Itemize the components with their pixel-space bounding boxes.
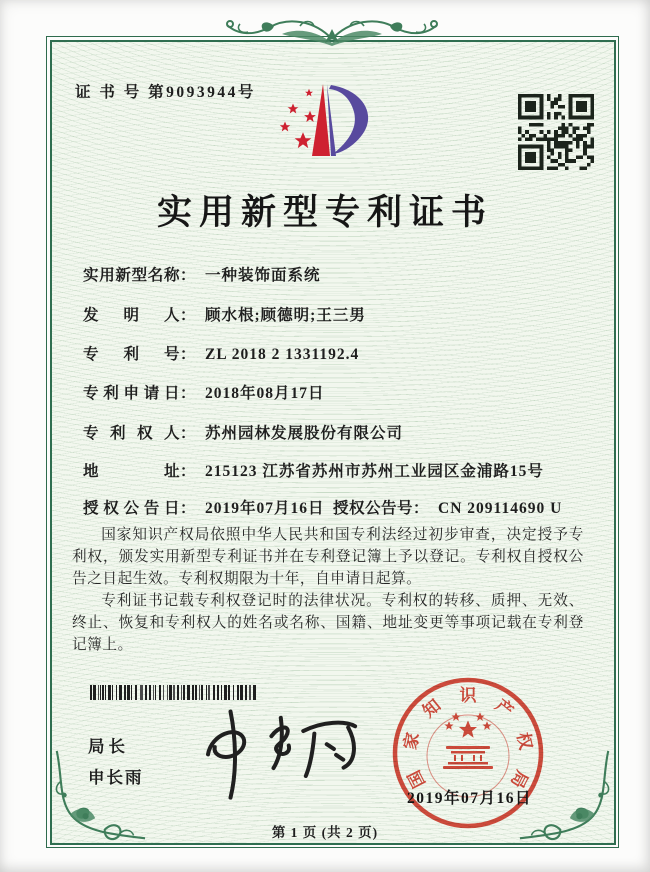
field-row-invention-name: 实用新型名称： 一种装饰面系统 bbox=[83, 263, 321, 285]
legal-text bbox=[72, 524, 584, 656]
grant-date: 授权公告日： 2019年07月16日 bbox=[83, 500, 325, 517]
svg-text:产: 产 bbox=[491, 695, 517, 722]
signature-icon bbox=[190, 701, 361, 805]
official-seal-icon bbox=[388, 673, 548, 833]
grant-number: 授权公告号： CN 209114690 U bbox=[333, 500, 563, 517]
field-label: 发明人 bbox=[83, 307, 180, 324]
barcode-icon bbox=[90, 685, 258, 700]
field-label: 专利权人 bbox=[83, 425, 180, 442]
svg-text:局: 局 bbox=[506, 767, 532, 791]
certificate-number: 证 书 号 第9093944号 bbox=[75, 84, 256, 101]
field-label: 地址 bbox=[83, 463, 180, 480]
legal-paragraph-2: 专利证书记载专利权登记时的法律状况。专利权的转移、质押、无效、终止、恢复和专利权人的姓名或名称、国籍、地址变更等事项记载在专利登记簿上。 bbox=[72, 593, 584, 653]
director-name: 申长雨 bbox=[88, 768, 144, 787]
field-value: ZL 2018 2 1331192.4 bbox=[205, 346, 360, 363]
certificate-title: 实用新型专利证书 bbox=[156, 193, 493, 232]
field-row-patentee: 专利权人： 苏州园林发展股份有限公司 bbox=[83, 421, 403, 443]
page-number: 第 1 页 (共 2 页) bbox=[271, 825, 379, 840]
director-title: 局长 bbox=[88, 737, 129, 756]
field-row-grant bbox=[83, 496, 563, 518]
top-border-ornament-icon bbox=[222, 12, 442, 60]
svg-text:权: 权 bbox=[513, 730, 536, 752]
seal-date: 2019年07月16日 bbox=[407, 790, 533, 807]
field-value: 215123 江苏省苏州市苏州工业园区金浦路15号 bbox=[205, 463, 544, 480]
field-row-inventors: 发明人： 顾水根;顾德明;王三男 bbox=[83, 303, 366, 325]
svg-text:知: 知 bbox=[419, 695, 445, 722]
cnipa-logo-icon bbox=[263, 82, 381, 174]
field-label: 专利申请日 bbox=[83, 385, 180, 402]
svg-text:家: 家 bbox=[400, 730, 423, 752]
field-row-patent-number: 专利号： ZL 2018 2 1331192.4 bbox=[83, 342, 359, 364]
svg-text:识: 识 bbox=[459, 686, 477, 705]
svg-text:国: 国 bbox=[404, 767, 430, 791]
field-row-filing-date: 专利申请日： 2018年08月17日 bbox=[83, 381, 325, 403]
field-label: 专利号 bbox=[83, 346, 180, 363]
field-value: 一种装饰面系统 bbox=[205, 267, 321, 284]
field-label: 实用新型名称 bbox=[83, 267, 180, 284]
field-value: 顾水根;顾德明;王三男 bbox=[205, 307, 366, 324]
field-value: 苏州园林发展股份有限公司 bbox=[205, 425, 404, 442]
field-row-address: 地址： 215123 江苏省苏州市苏州工业园区金浦路15号 bbox=[83, 459, 544, 481]
field-value: 2018年08月17日 bbox=[205, 385, 325, 402]
legal-paragraph-1: 国家知识产权局依照中华人民共和国专利法经过初步审查，决定授予专利权，颁发实用新型专利证书并在专利登记簿上予以登记。专利权自授权公告之日起生效。专利权期限为十年，自申请日起算。 bbox=[72, 527, 584, 587]
qr-code-icon bbox=[518, 94, 594, 170]
